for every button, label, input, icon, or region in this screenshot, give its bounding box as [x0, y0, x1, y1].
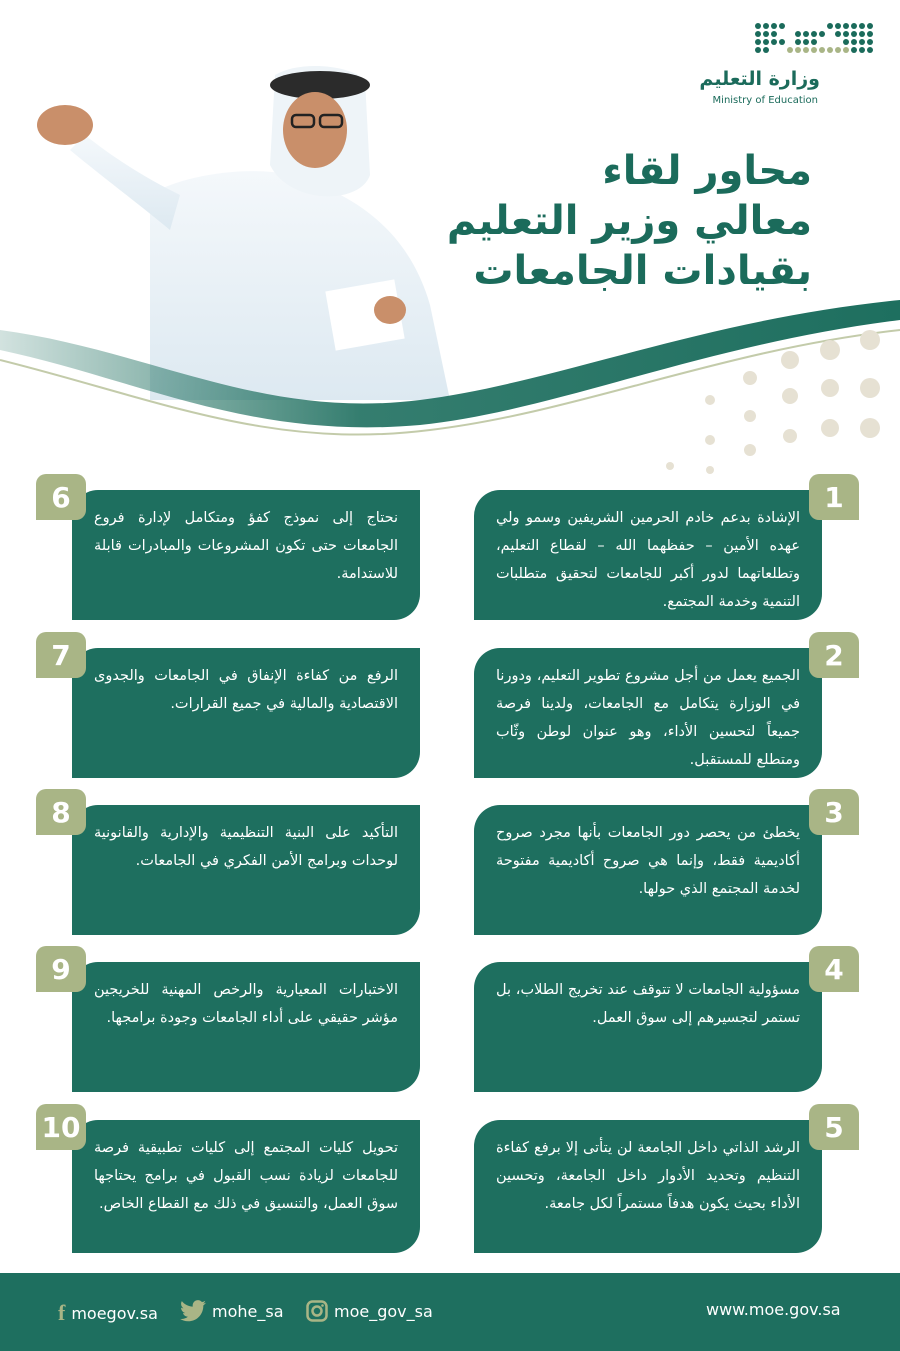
card-2-text: الجميع يعمل من أجل مشروع تطوير التعليم، ودورنا في الوزارة يتكامل مع الجامعات، ولدينا فرصة جميعاً لتحسين الأداء، وهو عنوان لوطن وثّاب ومتطلع للمستقبل. — [496, 668, 800, 768]
card-6 — [72, 490, 420, 620]
page-title-line-1: محاور لقاء — [602, 148, 812, 194]
card-10-number: 10 — [36, 1104, 86, 1150]
footer-facebook[interactable] — [58, 1300, 158, 1326]
card-5-text: الرشد الذاتي داخل الجامعة لن يتأتى إلا برفع كفاءة التنظيم وتحديد الأدوار داخل الجامعة، وتحسين الأداء بحيث يكون هدفاً مستمراً لكل جامعة. — [496, 1140, 800, 1212]
card-5-number: 5 — [809, 1104, 859, 1150]
card-1-text: الإشادة بدعم خادم الحرمين الشريفين وسمو ولي عهده الأمين – حفظهما الله – لقطاع التعليم، وتطلعاتهما لدور أكبر للجامعات لتحقيق متطلبات التنمية وخدمة المجتمع. — [496, 510, 800, 610]
twitter-icon — [180, 1300, 206, 1322]
card-7-number: 7 — [36, 632, 86, 678]
card-3 — [474, 805, 822, 935]
website-link[interactable]: www.moe.gov.sa — [706, 1300, 841, 1319]
card-4 — [474, 962, 822, 1092]
instagram-handle[interactable]: moe_gov_sa — [334, 1301, 433, 1321]
page-title-line-3: بقيادات الجامعات — [473, 248, 812, 294]
card-1 — [474, 490, 822, 620]
card-7 — [72, 648, 420, 778]
facebook-icon: f — [58, 1300, 66, 1325]
footer-website[interactable] — [706, 1300, 841, 1319]
logo-arabic-text: وزارة التعليم — [699, 68, 820, 90]
card-4-text: مسؤولية الجامعات لا تتوقف عند تخريج الطلاب، بل تستمر لتجسيرهم إلى سوق العمل. — [496, 982, 800, 1026]
card-2 — [474, 648, 822, 778]
card-8-number: 8 — [36, 789, 86, 835]
twitter-handle[interactable]: mohe_sa — [212, 1301, 284, 1321]
card-2-number: 2 — [809, 632, 859, 678]
facebook-handle[interactable]: moegov.sa — [71, 1303, 158, 1323]
decorative-dots — [650, 320, 890, 480]
ministry-logo-dots — [752, 20, 876, 60]
logo-english-text: Ministry of Education — [712, 95, 818, 106]
footer-twitter[interactable] — [180, 1300, 284, 1322]
footer-instagram[interactable] — [306, 1300, 433, 1322]
card-6-text: نحتاج إلى نموذج كفؤ ومتكامل لإدارة فروع الجامعات حتى تكون المشروعات والمبادرات قابلة للاستدامة. — [94, 510, 398, 582]
card-10-text: تحويل كليات المجتمع إلى كليات تطبيقية فرصة للجامعات لزيادة نسب القبول في برامج يحتاجها سوق العمل، والتنسيق في ذلك مع القطاع الخاص. — [94, 1140, 398, 1212]
card-4-number: 4 — [809, 946, 859, 992]
card-10 — [72, 1120, 420, 1253]
card-9-text: الاختبارات المعيارية والرخص المهنية للخريجين مؤشر حقيقي على أداء الجامعات وجودة برامجها. — [94, 982, 398, 1026]
card-3-number: 3 — [809, 789, 859, 835]
card-8 — [72, 805, 420, 935]
page-title-line-2: معالي وزير التعليم — [446, 198, 812, 244]
card-6-number: 6 — [36, 474, 86, 520]
card-7-text: الرفع من كفاءة الإنفاق في الجامعات والجدوى الاقتصادية والمالية في جميع القرارات. — [94, 668, 398, 712]
instagram-icon — [306, 1300, 328, 1322]
card-1-number: 1 — [809, 474, 859, 520]
card-3-text: يخطئ من يحصر دور الجامعات بأنها مجرد صروح أكاديمية فقط، وإنما هي صروح أكاديمية مفتوحة لخدمة المجتمع الذي حولها. — [496, 825, 800, 897]
card-9 — [72, 962, 420, 1092]
card-8-text: التأكيد على البنية التنظيمية والإدارية والقانونية لوحدات وبرامج الأمن الفكري في الجامعات. — [94, 825, 398, 869]
card-9-number: 9 — [36, 946, 86, 992]
card-5 — [474, 1120, 822, 1253]
